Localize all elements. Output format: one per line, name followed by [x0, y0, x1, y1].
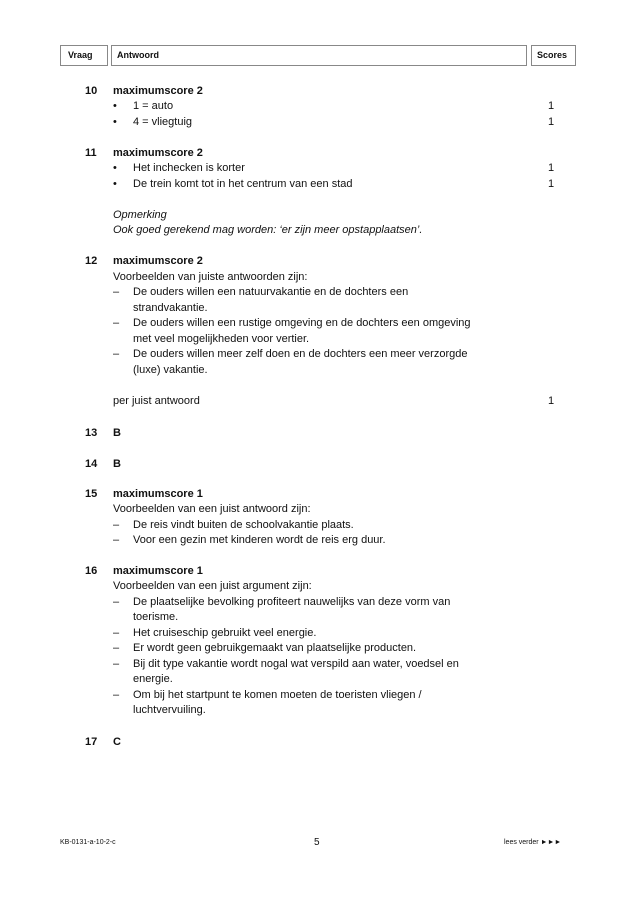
- score-value: 1: [548, 116, 555, 128]
- answer-item-cont: luchtvervuiling.: [133, 704, 206, 716]
- dash-marker: –: [113, 286, 120, 298]
- question-title: maximumscore 2: [113, 147, 203, 159]
- score-value: 1: [548, 178, 555, 190]
- answer-item-cont: (luxe) vakantie.: [133, 364, 208, 376]
- question-number: 15: [85, 488, 98, 500]
- answer-item: De reis vindt buiten de schoolvakantie plaats.: [133, 519, 354, 531]
- bullet-marker: •: [113, 178, 117, 190]
- answer-letter: C: [113, 736, 121, 748]
- remark-title: Opmerking: [113, 209, 167, 221]
- page-number: 5: [314, 837, 320, 848]
- answer-item: Bij dit type vakantie wordt nogal wat verspild aan water, voedsel en: [133, 658, 459, 670]
- dash-marker: –: [113, 642, 120, 654]
- question-title: maximumscore 2: [113, 85, 203, 97]
- score-value: 1: [548, 162, 555, 174]
- question-number: 11: [85, 147, 97, 159]
- answer-item-cont: met veel mogelijkheden voor vertier.: [133, 333, 310, 345]
- per-answer-text: per juist antwoord: [113, 395, 200, 407]
- question-title: maximumscore 1: [113, 488, 203, 500]
- answer-letter: B: [113, 458, 121, 470]
- answer-item: Het inchecken is korter: [133, 162, 245, 174]
- answer-item: De ouders willen meer zelf doen en de dochters een meer verzorgde: [133, 348, 468, 360]
- answer-item: 1 = auto: [133, 100, 174, 112]
- dash-marker: –: [113, 627, 120, 639]
- remark-text: Ook goed gerekend mag worden: ‘er zijn meer opstapplaatsen’.: [113, 224, 423, 236]
- question-number: 17: [85, 736, 98, 748]
- header-vraag: Vraag: [60, 45, 108, 66]
- dash-marker: –: [113, 658, 120, 670]
- answer-item: De plaatselijke bevolking profiteert nauwelijks van deze vorm van: [133, 596, 451, 608]
- footer-code: KB-0131-a-10-2-c: [60, 839, 116, 846]
- answer-item: Voor een gezin met kinderen wordt de reis erg duur.: [133, 534, 386, 546]
- answer-item: Om bij het startpunt te komen moeten de toeristen vliegen /: [133, 689, 422, 701]
- dash-marker: –: [113, 689, 120, 701]
- answer-item: Het cruiseschip gebruikt veel energie.: [133, 627, 317, 639]
- answer-item-cont: strandvakantie.: [133, 302, 208, 314]
- answer-intro: Voorbeelden van juiste antwoorden zijn:: [113, 271, 308, 283]
- dash-marker: –: [113, 519, 120, 531]
- answer-item-cont: toerisme.: [133, 611, 179, 623]
- answer-item: De ouders willen een natuurvakantie en de dochters een: [133, 286, 409, 298]
- answer-item: De trein komt tot in het centrum van een stad: [133, 178, 353, 190]
- question-number: 12: [85, 255, 98, 267]
- question-number: 16: [85, 565, 98, 577]
- question-number: 14: [85, 458, 98, 470]
- dash-marker: –: [113, 348, 120, 360]
- dash-marker: –: [113, 596, 120, 608]
- question-title: maximumscore 2: [113, 255, 203, 267]
- answer-item: Er wordt geen gebruikgemaakt van plaatselijke producten.: [133, 642, 417, 654]
- question-title: maximumscore 1: [113, 565, 203, 577]
- score-value: 1: [548, 395, 555, 407]
- answer-item: De ouders willen een rustige omgeving en de dochters een omgeving: [133, 317, 471, 329]
- bullet-marker: •: [113, 116, 117, 128]
- bullet-marker: •: [113, 100, 117, 112]
- question-number: 10: [85, 85, 98, 97]
- bullet-marker: •: [113, 162, 117, 174]
- answer-letter: B: [113, 427, 121, 439]
- header-antwoord: Antwoord: [111, 45, 527, 66]
- answer-item: 4 = vliegtuig: [133, 116, 193, 128]
- score-value: 1: [548, 100, 555, 112]
- answer-intro: Voorbeelden van een juist argument zijn:: [113, 580, 312, 592]
- header-scores: Scores: [531, 45, 576, 66]
- dash-marker: –: [113, 534, 120, 546]
- question-number: 13: [85, 427, 98, 439]
- answer-intro: Voorbeelden van een juist antwoord zijn:: [113, 503, 311, 515]
- next-page-link[interactable]: lees verder ►►►: [504, 839, 562, 846]
- answer-item-cont: energie.: [133, 673, 173, 685]
- dash-marker: –: [113, 317, 120, 329]
